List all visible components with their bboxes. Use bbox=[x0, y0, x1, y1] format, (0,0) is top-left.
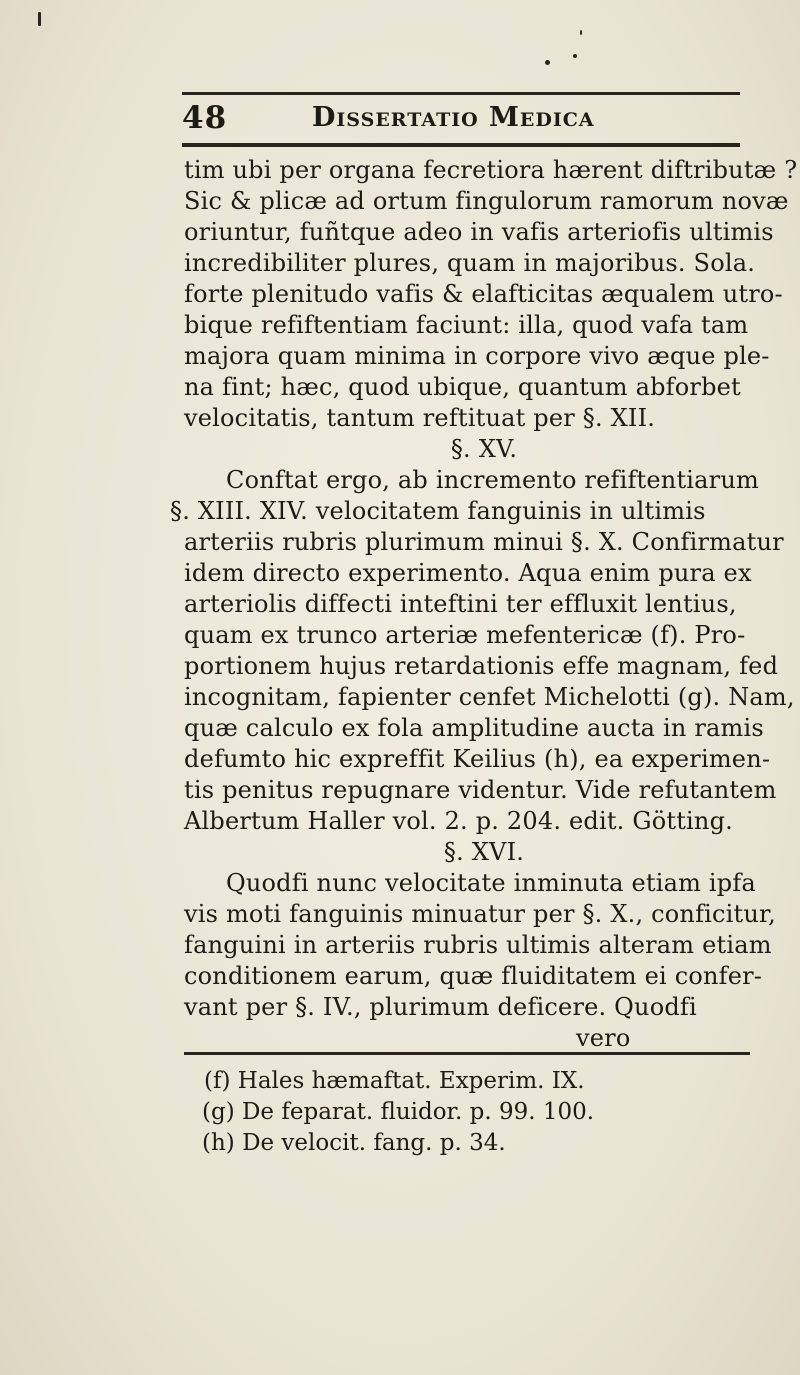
text-line: oriuntur, fuñtque adeo in vafis arteriofis ultimis bbox=[184, 218, 774, 246]
text-line: vis moti fanguinis minuatur per §. X., conficitur, bbox=[184, 900, 776, 928]
text-line: tis penitus repugnare videntur. Vide refutantem bbox=[184, 776, 777, 804]
footnote-h: (h) De velocit. fang. p. 34. bbox=[202, 1130, 506, 1156]
text-line: Albertum Haller vol. 2. p. 204. edit. Götting. bbox=[184, 807, 733, 835]
text-line: incognitam, fapienter cenfet Michelotti (g). Nam, bbox=[184, 683, 795, 711]
footnote-f: (f) Hales hæmaftat. Experim. IX. bbox=[204, 1068, 585, 1094]
text-line: na fint; hæc, quod ubique, quantum abforbet bbox=[184, 373, 741, 401]
text-line: idem directo experimento. Aqua enim pura ex bbox=[184, 559, 752, 587]
running-head: Dissertatio Medica bbox=[312, 102, 595, 133]
ink-speck bbox=[38, 12, 41, 26]
footnote-g: (g) De feparat. fluidor. p. 99. 100. bbox=[202, 1099, 595, 1125]
header-rule-bottom bbox=[182, 143, 740, 147]
text-line: portionem hujus retardationis effe magnam, fed bbox=[184, 652, 779, 680]
section-heading: §. XV. bbox=[450, 435, 518, 463]
text-line: velocitatis, tantum reftituat per §. XII. bbox=[184, 404, 656, 432]
text-line: fanguini in arteriis rubris ultimis alteram etiam bbox=[184, 931, 772, 959]
header-rule-top bbox=[182, 92, 740, 95]
text-line: forte plenitudo vafis & elafticitas æqualem utro- bbox=[184, 280, 783, 308]
page-number: 48 bbox=[182, 100, 228, 136]
text-line: tim ubi per organa fecretiora hærent diftributæ ? bbox=[184, 156, 798, 184]
text-line: Quodfi nunc velocitate inminuta etiam ipfa bbox=[226, 869, 756, 897]
text-line: conditionem earum, quæ fluiditatem ei confer- bbox=[184, 962, 763, 990]
text-line: §. XIII. XIV. velocitatem fanguinis in ultimis bbox=[170, 497, 706, 525]
ink-speck bbox=[580, 30, 582, 35]
text-line: arteriolis diffecti inteftini ter effluxit lentius, bbox=[184, 590, 737, 618]
text-line: vant per §. IV., plurimum deficere. Quodfi bbox=[184, 993, 697, 1021]
text-line: defumto hic expreffit Keilius (h), ea experimen- bbox=[184, 745, 771, 773]
text-line: incredibiliter plures, quam in majoribus. Sola. bbox=[184, 249, 756, 277]
ink-speck bbox=[545, 60, 550, 65]
text-line: quæ calculo ex fola amplitudine aucta in ramis bbox=[184, 714, 764, 742]
footnotes bbox=[190, 1066, 750, 1159]
text-line: Sic & plicæ ad ortum fingulorum ramorum novæ bbox=[184, 187, 789, 215]
ink-speck bbox=[573, 54, 577, 58]
text-line: majora quam minima in corpore vivo æque ple- bbox=[184, 342, 770, 370]
text-line: arteriis rubris plurimum minui §. X. Confirmatur bbox=[184, 528, 784, 556]
text-line: Conftat ergo, ab incremento refiftentiarum bbox=[226, 466, 759, 494]
text-line: quam ex trunco arteriæ mefentericæ (f). Pro- bbox=[184, 621, 746, 649]
section-heading: §. XVI. bbox=[443, 838, 525, 866]
body-text bbox=[170, 155, 798, 1054]
page-header bbox=[182, 100, 740, 140]
text-line: bique refiftentiam faciunt: illa, quod vafa tam bbox=[184, 311, 749, 339]
footnote-rule bbox=[184, 1052, 750, 1055]
catchword: vero bbox=[576, 1024, 631, 1052]
